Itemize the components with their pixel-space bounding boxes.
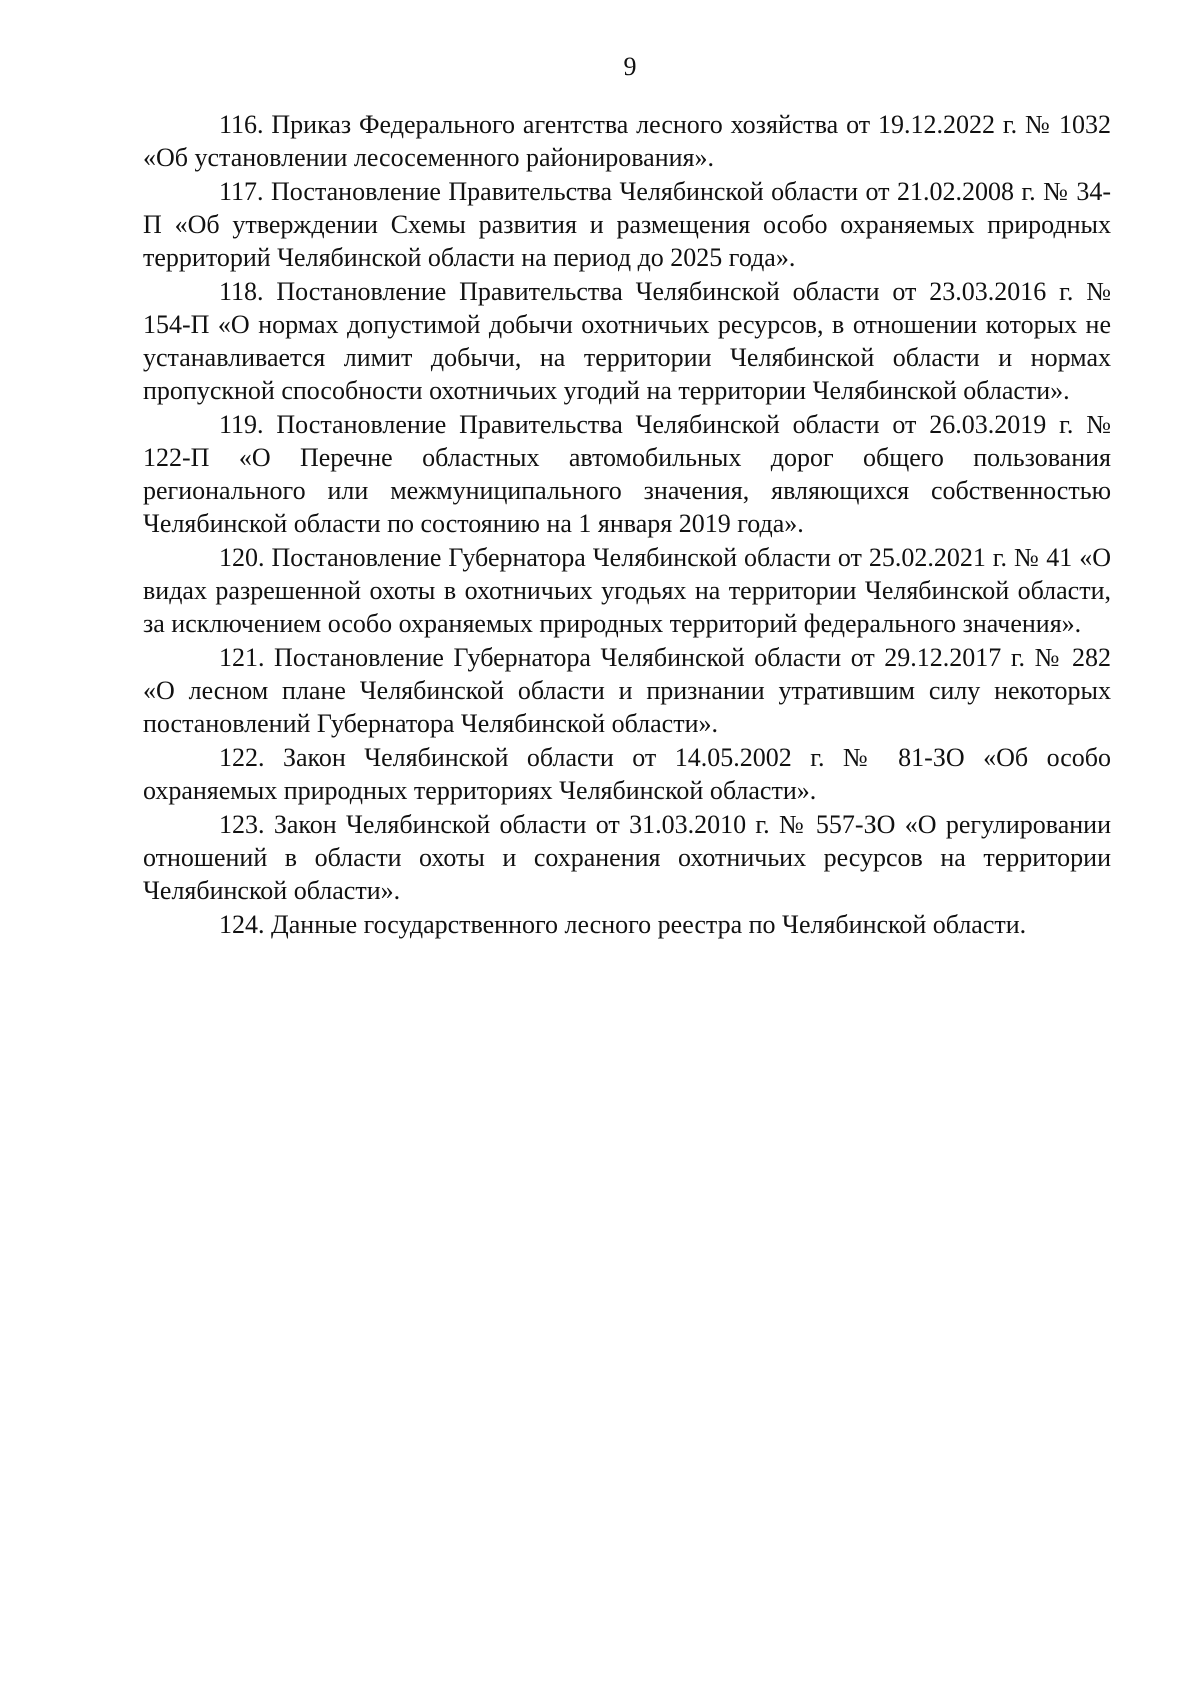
reference-item-117: 117. Постановление Правительства Челябинской области от 21.02.2008 г. № 34-П «Об утверждении Схемы развития и размещения особо охраняемых природных территорий Челябинской области на период до 2025 года». <box>143 177 1111 272</box>
reference-item-121: 121. Постановление Губернатора Челябинской области от 29.12.2017 г. № 282 «О лесном плане Челябинской области и признании утратившим силу некоторых постановлений Губернатора Челябинской области». <box>143 643 1111 738</box>
reference-item-118: 118. Постановление Правительства Челябинской области от 23.03.2016 г. № 154-П «О нормах допустимой добычи охотничьих ресурсов, в отношении которых не устанавливается лимит добычи, на территории Челябинской области и нормах пропускной способности охотничьих угодий на территории Челябинской области». <box>143 277 1111 405</box>
reference-item-124: 124. Данные государственного лесного реестра по Челябинской области. <box>219 910 1027 939</box>
reference-list <box>143 108 1111 942</box>
reference-item-119: 119. Постановление Правительства Челябинской области от 26.03.2019 г. № 122-П «О Перечне областных автомобильных дорог общего пользования регионального или межмуниципального значения, являющихся собственностью Челябинской области по состоянию на 1 января 2019 года». <box>143 410 1111 538</box>
reference-item-116: 116. Приказ Федерального агентства лесного хозяйства от 19.12.2022 г. № 1032 «Об установлении лесосеменного районирования». <box>143 110 1111 172</box>
reference-item-122: 122. Закон Челябинской области от 14.05.2002 г. № 81-ЗО «Об особо охраняемых природных территориях Челябинской области». <box>143 743 1111 805</box>
reference-item-120: 120. Постановление Губернатора Челябинской области от 25.02.2021 г. № 41 «О видах разрешенной охоты в охотничьих угодьях на территории Челябинской области, за исключением особо охраняемых природных территорий федерального значения». <box>143 543 1111 638</box>
reference-item-123: 123. Закон Челябинской области от 31.03.2010 г. № 557-ЗО «О регулировании отношений в области охоты и сохранения охотничьих ресурсов на территории Челябинской области». <box>143 810 1111 905</box>
page-number: 9 <box>623 52 637 81</box>
